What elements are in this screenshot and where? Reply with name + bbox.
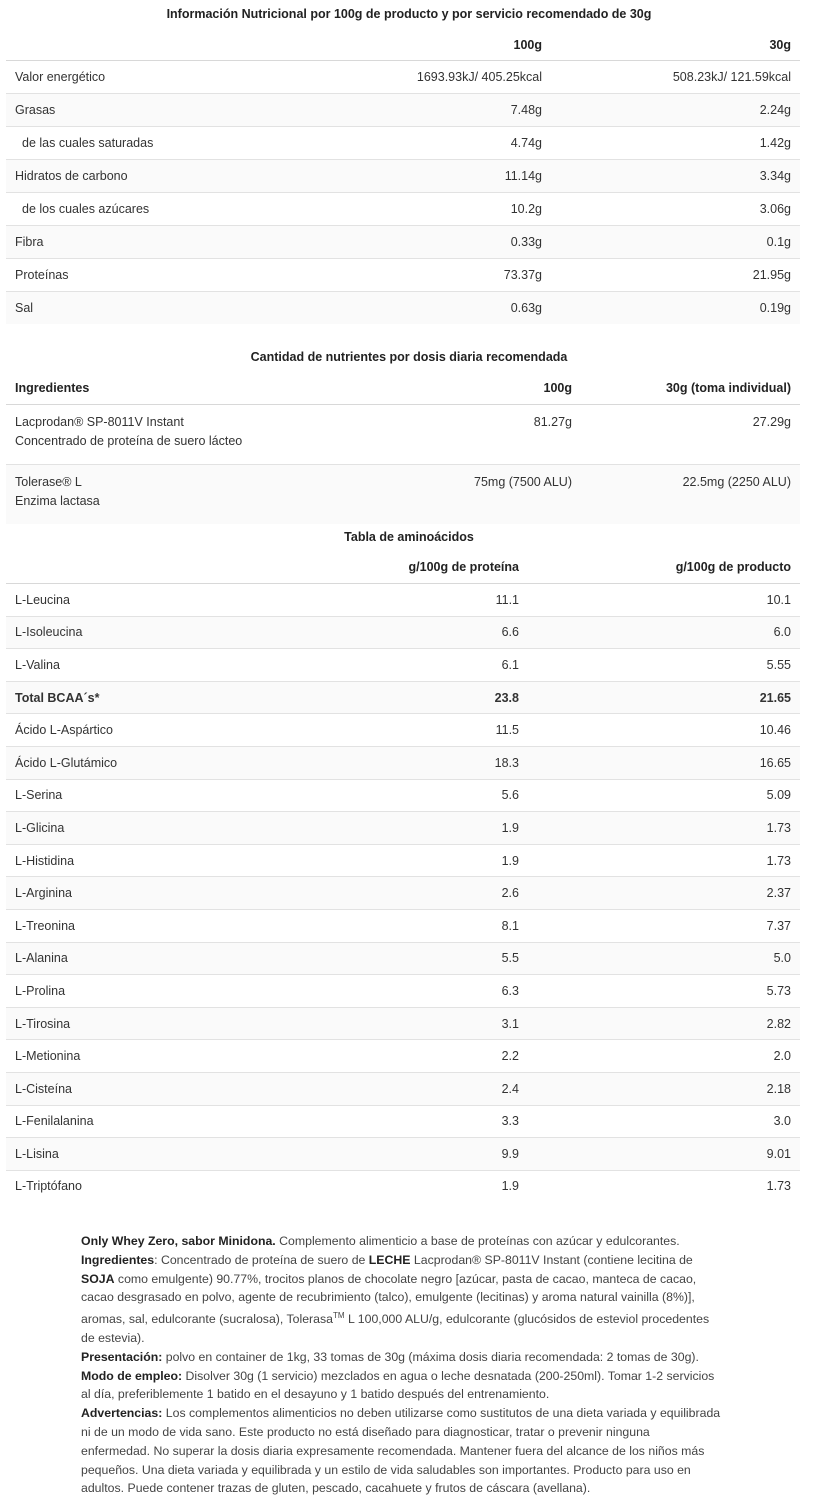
nutrition-row [6,127,800,160]
nutrition-label: de los cuales azúcares [6,193,276,226]
amino-name: L-Cisteína [6,1072,276,1105]
amino-value-protein: 2.2 [276,1040,528,1073]
amino-row [6,714,800,747]
nutrition-row [6,193,800,226]
ingredient-name: Lacprodan® SP-8011V Instant [15,415,184,429]
amino-value-product: 5.73 [528,975,800,1008]
ingredients-header-name: Ingredientes [6,372,296,405]
nutrition-value-30g: 3.06g [551,193,800,226]
amino-value-product: 2.82 [528,1007,800,1040]
nutrition-value-100g: 7.48g [276,94,551,127]
nutrition-row [6,94,800,127]
nutrition-value-100g: 73.37g [276,259,551,292]
amino-name: L-Prolina [6,975,276,1008]
amino-name: L-Histidina [6,844,276,877]
nutrition-header-30g: 30g [551,30,800,61]
amino-value-product: 21.65 [528,681,800,714]
nutrition-label: Proteínas [6,259,276,292]
amino-row [6,779,800,812]
nutrition-table [6,30,800,324]
amino-value-product: 2.18 [528,1072,800,1105]
ingredient-row [6,465,800,525]
nutrition-value-30g: 21.95g [551,259,800,292]
amino-row [6,844,800,877]
amino-row [6,616,800,649]
nutrition-row [6,226,800,259]
amino-header-label [6,551,276,584]
amino-name: L-Metionina [6,1040,276,1073]
nutrition-value-100g: 0.63g [276,292,551,325]
ingredient-name: Tolerase® L [15,475,82,489]
amino-name: L-Isoleucina [6,616,276,649]
nutrition-value-30g: 1.42g [551,127,800,160]
presentation-line: Presentación: polvo en container de 1kg, 33 tomas de 30g (máxima dosis diaria recomendada: 2 tomas de 30g). [81,1349,699,1364]
ingredient-value-30g: 22.5mg (2250 ALU) [581,465,800,525]
amino-value-protein: 6.3 [276,975,528,1008]
amino-name: L-Alanina [6,942,276,975]
ingredient-value-100g: 81.27g [296,405,581,465]
nutrition-row [6,292,800,325]
amino-name: L-Arginina [6,877,276,910]
amino-row [6,1040,800,1073]
nutrition-value-100g: 0.33g [276,226,551,259]
amino-value-product: 6.0 [528,616,800,649]
amino-value-protein: 2.6 [276,877,528,910]
amino-name: L-Treonina [6,909,276,942]
amino-row [6,1105,800,1138]
nutrition-value-100g: 11.14g [276,160,551,193]
amino-value-protein: 1.9 [276,812,528,845]
ingredient-cell [6,465,296,525]
amino-row [6,649,800,682]
ingredients-header-30g: 30g (toma individual) [581,372,800,405]
usage-line: Modo de empleo: Disolver 30g (1 servicio) mezclados en agua o leche desnatada (200-250ml). Tomar 1-2 servicios al día, preferiblemente 1 batido en el desayuno y 1 batido después del entrenamiento. [81,1368,715,1402]
amino-value-protein: 8.1 [276,909,528,942]
amino-value-protein: 6.6 [276,616,528,649]
amino-header-protein: g/100g de proteína [276,551,528,584]
nutrition-label: Hidratos de carbono [6,160,276,193]
nutrition-caption: Información Nutricional por 100g de producto y por servicio recomendado de 30g [166,7,652,21]
nutrition-header-100g: 100g [276,30,551,61]
amino-name: L-Fenilalanina [6,1105,276,1138]
nutrition-label: Sal [6,292,276,325]
amino-row [6,909,800,942]
nutrition-value-100g: 10.2g [276,193,551,226]
amino-value-protein: 6.1 [276,649,528,682]
warnings-line: Advertencias: Los complementos alimenticios no deben utilizarse como sustitutos de una dieta variada y equilibrada ni de un modo de vida sano. Este producto no está diseñado para diagnosticar, tratar o prevenir ninguna enfermedad. No superar la dosis diaria expresamente recomendada. Mantener fuera del alcance de los niños más pequeños. Una dieta variada y equilibrada y un estilo de vida saludables son importantes. Producto para uso en adultos. Puede contener trazas de gluten, pescado, cacahuete y frutos de cáscara (avellana). [81,1406,721,1496]
amino-table [6,551,800,1202]
amino-value-protein: 23.8 [276,681,528,714]
ingredients-table [6,372,800,524]
ingredient-row [6,405,800,465]
amino-row [6,1170,800,1202]
amino-value-product: 16.65 [528,746,800,779]
amino-name: L-Triptófano [6,1170,276,1202]
ingredient-value-30g: 27.29g [581,405,800,465]
amino-value-protein: 1.9 [276,844,528,877]
amino-value-product: 10.46 [528,714,800,747]
amino-name: L-Glicina [6,812,276,845]
amino-value-protein: 3.3 [276,1105,528,1138]
ingredient-value-100g: 75mg (7500 ALU) [296,465,581,525]
amino-value-product: 5.55 [528,649,800,682]
amino-name: L-Leucina [6,584,276,617]
ingredient-description: Enzima lactasa [15,494,100,508]
nutrition-row [6,160,800,193]
amino-value-product: 1.73 [528,812,800,845]
amino-row [6,1007,800,1040]
amino-row [6,877,800,910]
amino-value-product: 5.09 [528,779,800,812]
amino-row [6,681,800,714]
ingredients-caption: Cantidad de nutrientes por dosis diaria recomendada [250,350,568,364]
amino-value-product: 10.1 [528,584,800,617]
nutrition-header-row [6,30,800,61]
amino-name: Ácido L-Glutámico [6,746,276,779]
amino-value-protein: 9.9 [276,1138,528,1171]
ingredients-header-100g: 100g [296,372,581,405]
amino-row [6,1138,800,1171]
amino-value-product: 1.73 [528,844,800,877]
amino-value-product: 2.37 [528,877,800,910]
nutrition-value-30g: 508.23kJ/ 121.59kcal [551,61,800,94]
product-description [81,1232,721,1498]
nutrition-row [6,61,800,94]
nutrition-value-30g: 2.24g [551,94,800,127]
ingredients-line: Ingredientes: Concentrado de proteína de suero de LECHE Lacprodan® SP-8011V Instant (contiene lecitina de SOJA como emulgente) 90.77%, trocitos planos de chocolate negro [azúcar, pasta de cacao, manteca de cacao, cacao desgrasado en polvo, agente de recubrimiento (talco), emulgente (lecitinas) y aroma natural vainilla (8%)], aromas, sal, edulcorante (sucralosa), Tolerasa™ L 100,000 ALU/g, edulcorante (glucósidos de esteviol procedentes de estevia). [81,1252,710,1346]
amino-value-protein: 5.5 [276,942,528,975]
nutrition-value-30g: 0.19g [551,292,800,325]
amino-value-protein: 5.6 [276,779,528,812]
ingredient-description: Concentrado de proteína de suero lácteo [15,434,243,448]
nutrition-label: Valor energético [6,61,276,94]
amino-name: Total BCAA´s* [6,681,276,714]
amino-value-product: 5.0 [528,942,800,975]
nutrition-label: de las cuales saturadas [6,127,276,160]
amino-value-product: 3.0 [528,1105,800,1138]
amino-row [6,584,800,617]
amino-value-protein: 11.5 [276,714,528,747]
amino-value-protein: 2.4 [276,1072,528,1105]
amino-value-protein: 1.9 [276,1170,528,1202]
nutrition-value-30g: 0.1g [551,226,800,259]
amino-header-product: g/100g de producto [528,551,800,584]
amino-row [6,746,800,779]
amino-value-product: 9.01 [528,1138,800,1171]
nutrition-row [6,259,800,292]
amino-row [6,1072,800,1105]
nutrition-value-100g: 1693.93kJ/ 405.25kcal [276,61,551,94]
nutrition-header-label [6,30,276,61]
amino-name: Ácido L-Aspártico [6,714,276,747]
amino-name: L-Tirosina [6,1007,276,1040]
amino-caption: Tabla de aminoácidos [344,530,474,544]
ingredients-header-row [6,372,800,405]
amino-value-protein: 11.1 [276,584,528,617]
amino-name: L-Valina [6,649,276,682]
amino-name: L-Serina [6,779,276,812]
nutrition-value-100g: 4.74g [276,127,551,160]
amino-value-product: 7.37 [528,909,800,942]
amino-value-protein: 3.1 [276,1007,528,1040]
amino-value-product: 2.0 [528,1040,800,1073]
product-line: Only Whey Zero, sabor Minidona. Complemento alimenticio a base de proteínas con azúcar y edulcorantes. [81,1234,680,1248]
amino-row [6,812,800,845]
nutrition-label: Fibra [6,226,276,259]
nutrition-value-30g: 3.34g [551,160,800,193]
ingredient-cell [6,405,296,465]
amino-value-protein: 18.3 [276,746,528,779]
amino-row [6,975,800,1008]
amino-value-product: 1.73 [528,1170,800,1202]
amino-row [6,942,800,975]
amino-name: L-Lisina [6,1138,276,1171]
amino-header-row [6,551,800,584]
nutrition-label: Grasas [6,94,276,127]
